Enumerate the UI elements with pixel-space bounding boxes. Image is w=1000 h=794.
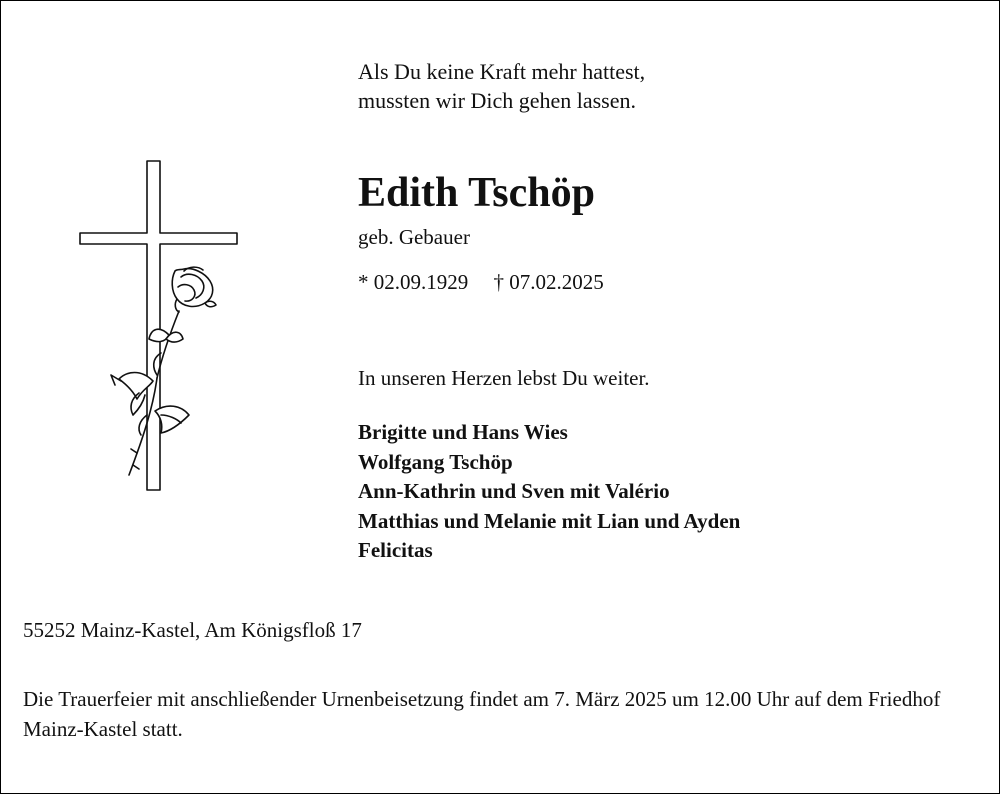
life-dates — [358, 268, 604, 296]
maiden-name: geb. Gebauer — [358, 225, 470, 249]
verse-line: mussten wir Dich gehen lassen. — [358, 88, 636, 113]
birth-symbol: * — [358, 270, 369, 294]
mourner: Matthias und Melanie mit Lian und Ayden — [358, 508, 741, 533]
address: 55252 Mainz-Kastel, Am Königsfloß 17 — [23, 618, 362, 642]
funeral-notice: Die Trauerfeier mit anschließender Urnenbeisetzung findet am 7. März 2025 um 12.00 Uhr auf dem Friedhof Mainz-Kastel statt. — [23, 687, 941, 741]
mourner: Ann-Kathrin und Sven mit Valério — [358, 479, 670, 503]
mourners-list — [358, 418, 740, 566]
death-symbol: † — [493, 270, 504, 294]
cross-with-rose-icon — [71, 153, 241, 503]
deceased-name: Edith Tschöp — [358, 170, 595, 216]
mourner: Wolfgang Tschöp — [358, 449, 513, 474]
birth-date: 02.09.1929 — [373, 270, 469, 294]
mourner: Brigitte und Hans Wies — [358, 420, 568, 444]
death-date: 07.02.2025 — [509, 270, 604, 294]
motto: In unseren Herzen lebst Du weiter. — [358, 366, 650, 390]
verse — [358, 57, 645, 115]
mourner: Felicitas — [358, 538, 433, 562]
verse-line: Als Du keine Kraft mehr hattest, — [358, 59, 646, 84]
